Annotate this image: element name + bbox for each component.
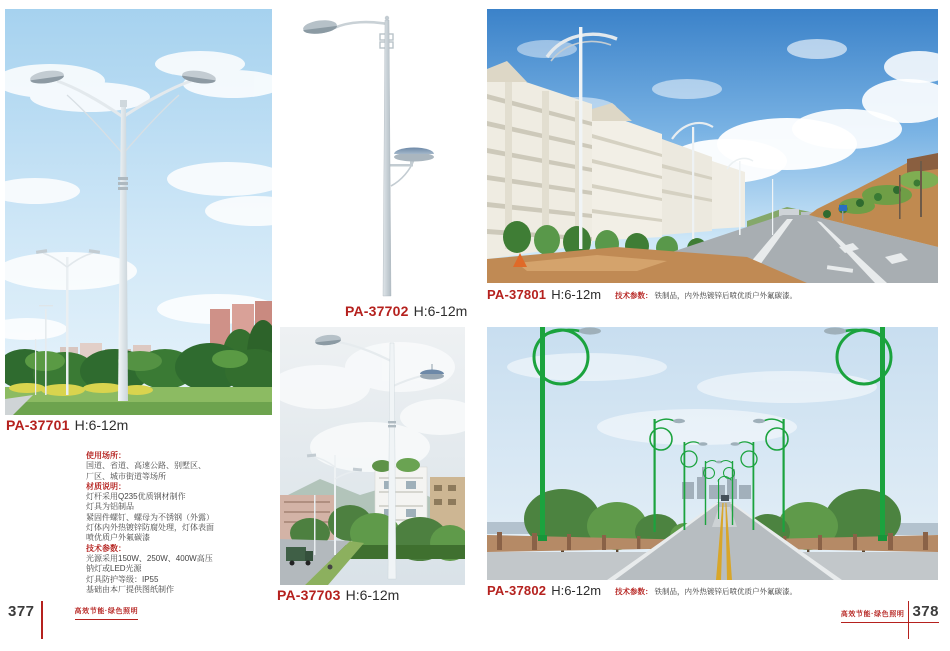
spec-line: 国道、省道、高速公路、别墅区、 <box>86 461 206 471</box>
footer-divider <box>41 601 43 639</box>
footer-slogan-right: 高效节能·绿色照明 <box>840 611 905 618</box>
spec-line: 基础由本厂提供图纸制作 <box>86 584 174 594</box>
product-height: H:6-12m <box>413 303 468 319</box>
tech-params-label: 技术参数： <box>615 291 653 300</box>
spec-line: 紧固件螺钉、螺母为不锈钢（外露） <box>86 512 214 522</box>
photo-pa-37703 <box>280 327 465 585</box>
product-label-pa-37801 <box>487 287 797 302</box>
spec-line: 钠灯或LED光源 <box>86 564 142 574</box>
photo-pa-37701 <box>5 9 272 415</box>
spec-line: 灯具防护等级：IP55 <box>86 574 159 584</box>
spec-block <box>86 451 264 595</box>
footer-divider <box>908 601 910 639</box>
photo-pa-37801 <box>487 9 938 283</box>
product-code: PA-37701 <box>6 417 70 433</box>
tech-params-label: 技术参数： <box>615 587 653 596</box>
product-height: H:6-12m <box>551 583 602 598</box>
lamp-post-render <box>302 16 434 296</box>
photo-pa-37702 <box>290 8 458 300</box>
product-code: PA-37702 <box>345 303 409 319</box>
material-title: 材质说明： <box>86 481 126 491</box>
footer-slogan-left: 高效节能·绿色照明 <box>75 603 139 620</box>
product-code: PA-37801 <box>487 287 547 302</box>
tech-params-text: 铁制品，内外热镀锌后喷优质户外氟碳漆。 <box>654 291 798 300</box>
product-label-pa-37702 <box>345 303 467 319</box>
product-code: PA-37703 <box>277 587 341 603</box>
spec-line: 光源采用150W、250W、400W高压 <box>86 553 213 563</box>
photo-pa-37802 <box>487 327 938 580</box>
spec-line: 灯体内外热镀锌防腐处理，灯体表面 <box>86 523 214 533</box>
product-label-pa-37802 <box>487 583 797 598</box>
spec-line: 喷优质户外氟碳漆 <box>86 533 150 543</box>
page-number-right: 378 <box>912 603 939 620</box>
product-label-pa-37703 <box>277 587 399 603</box>
page-number-left: 377 <box>8 603 35 620</box>
distant-car <box>721 495 729 501</box>
product-height: H:6-12m <box>345 587 400 603</box>
footer-right <box>841 603 939 623</box>
tech-title: 技术参数： <box>86 543 126 553</box>
product-code: PA-37802 <box>487 583 547 598</box>
spec-line: 灯具为铝制品 <box>86 502 134 512</box>
spec-line: 灯杆采用Q235优质钢材制作 <box>86 492 186 502</box>
tech-params-text: 铁制品，内外热镀锌后喷优质户外氟碳漆。 <box>654 587 798 596</box>
usage-title: 使用场所： <box>86 451 126 460</box>
product-height: H:6-12m <box>74 417 129 433</box>
product-label-pa-37701 <box>6 417 128 433</box>
product-height: H:6-12m <box>551 287 602 302</box>
footer-left <box>8 603 138 620</box>
spec-line: 厂区、城市街道等场所 <box>86 471 166 481</box>
